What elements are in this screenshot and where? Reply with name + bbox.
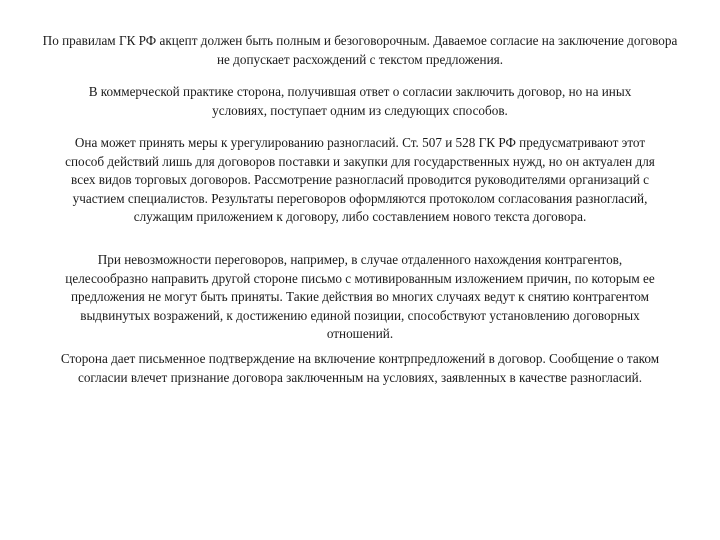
paragraph-settlement-of-disagreements: Она может принять меры к урегулированию разногласий. Ст. 507 и 528 ГК РФ предусматривают этот способ действий лишь для договоров поставки и закупки для государственных нужд, но он актуален для всех видов торговых договоров. Рассмотрение разногласий проводится руководителями организаций с участием специалистов. Результаты переговоров оформляются протоколом согласования разногласий, служащим приложением к договору, либо составлением нового текста договора. (65, 135, 655, 224)
paragraph-commercial-practice: В коммерческой практике сторона, получившая ответ о согласии заключить договор, но на иных условиях, поступает одним из следующих способов. (88, 84, 632, 118)
paragraph-written-confirmation: Сторона дает письменное подтверждение на включение контрпредложений в договор. Сообщение о таком согласии влечет признание договора заключенным на условиях, заявленных в качестве разногласий. (60, 351, 660, 385)
paragraph-letter-to-counterparty: При невозможности переговоров, например, в случае отдаленного нахождения контрагентов, целесообразно направить другой стороне письмо с мотивированным изложением причин, по которым ее предложения не могут быть приняты. Такие действия во многих случаях ведут к снятию контрагентом выдвинутых возражений, к достижению единой позиции, способствуют установлению договорных отношений. (65, 252, 655, 341)
paragraph-acceptance-rule: По правилам ГК РФ акцепт должен быть полным и безоговорочным. Даваемое согласие на заключение договора не допускает расхождений с текстом предложения. (42, 33, 678, 67)
